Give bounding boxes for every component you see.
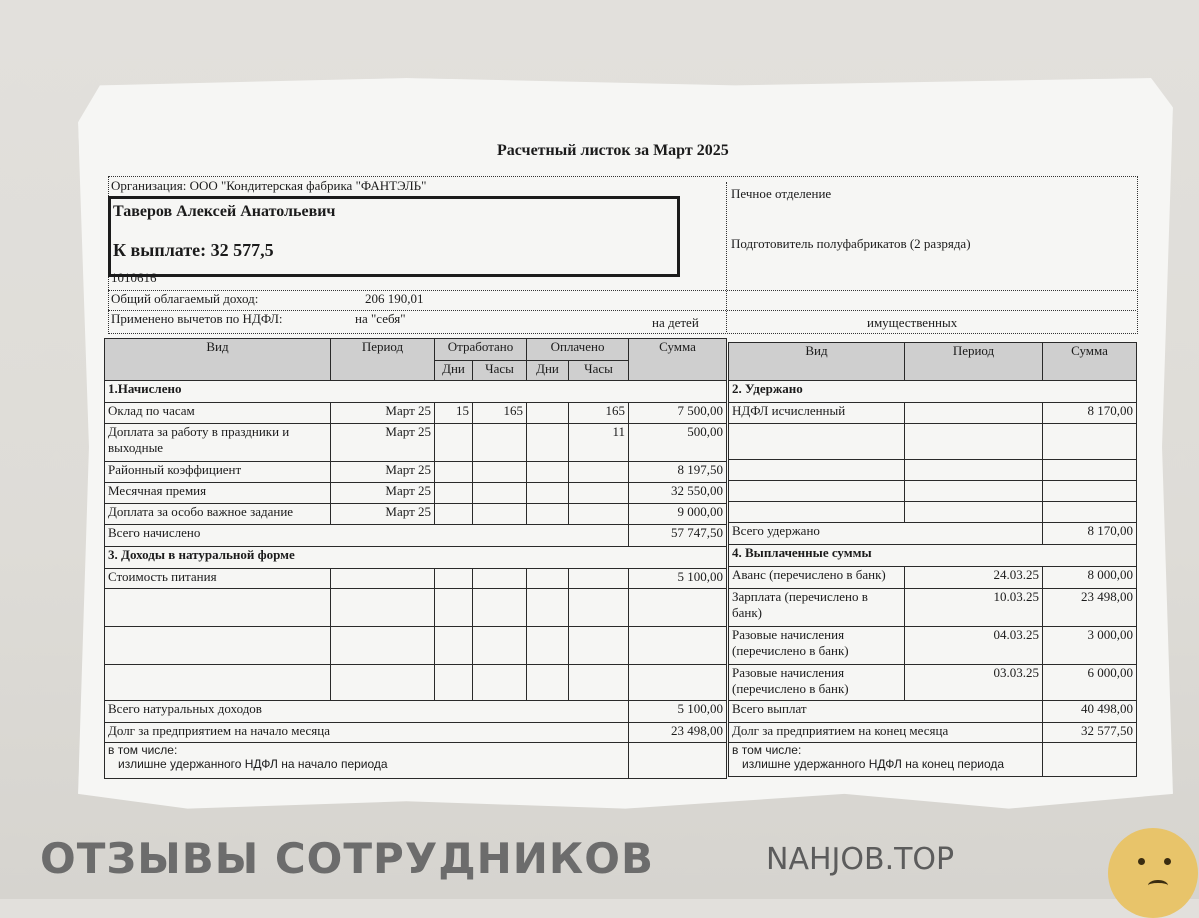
withheld-table bbox=[728, 342, 1137, 777]
accrual-period: Март 25 bbox=[331, 504, 435, 525]
accrual-paid-days bbox=[527, 462, 569, 483]
natural-sum: 5 100,00 bbox=[629, 569, 727, 589]
table-row bbox=[729, 665, 1137, 701]
accrual-period: Март 25 bbox=[331, 483, 435, 504]
payslip-title: Расчетный листок за Март 2025 bbox=[497, 142, 729, 159]
emoji-face-icon bbox=[1108, 828, 1198, 918]
section-natural: 3. Доходы в натуральной форме bbox=[105, 547, 727, 569]
natural-name: Стоимость питания bbox=[105, 569, 331, 589]
debt-end-label: Долг за предприятием на конец месяца bbox=[729, 723, 1043, 743]
watermark-text: ОТЗЫВЫ СОТРУДНИКОВ bbox=[40, 834, 654, 883]
col-paid: Оплачено bbox=[527, 339, 629, 361]
section-paid: 4. Выплаченные суммы bbox=[729, 545, 1137, 567]
col-period2: Период bbox=[905, 343, 1043, 381]
excess-end-cell bbox=[729, 743, 1043, 777]
deduction-children: на детей bbox=[652, 315, 699, 330]
accrual-worked-days bbox=[435, 462, 473, 483]
withheld-period bbox=[905, 403, 1043, 424]
accrual-paid-hours bbox=[569, 462, 629, 483]
table-row bbox=[105, 462, 727, 483]
col-worked-days: Дни bbox=[435, 361, 473, 381]
withheld-sum: 8 170,00 bbox=[1043, 403, 1137, 424]
total-natural-label: Всего натуральных доходов bbox=[105, 701, 629, 723]
table-row bbox=[105, 569, 727, 589]
accrual-sum: 32 550,00 bbox=[629, 483, 727, 504]
total-accrued-label: Всего начислено bbox=[105, 525, 629, 547]
deduction-self: на "себя" bbox=[355, 311, 406, 326]
accrual-paid-hours bbox=[569, 483, 629, 504]
debt-start-label: Долг за предприятием на начало месяца bbox=[105, 723, 629, 743]
accrual-worked-days bbox=[435, 504, 473, 525]
col-sum: Сумма bbox=[629, 339, 727, 381]
accrual-period: Март 25 bbox=[331, 424, 435, 462]
accrual-paid-hours: 165 bbox=[569, 403, 629, 424]
deduction-property: имущественных bbox=[867, 315, 958, 330]
to-pay: К выплате: 32 577,5 bbox=[113, 240, 274, 260]
tab-number: 1010616 bbox=[111, 270, 157, 285]
accrual-sum: 500,00 bbox=[629, 424, 727, 462]
accrual-worked-hours bbox=[473, 462, 527, 483]
accrual-worked-hours bbox=[473, 504, 527, 525]
total-paid: 40 498,00 bbox=[1043, 701, 1137, 723]
payment-date: 04.03.25 bbox=[905, 627, 1043, 665]
excess-end: излишне удержанного НДФЛ на конец периода bbox=[742, 757, 1005, 771]
accruals-table bbox=[104, 338, 727, 779]
debt-end: 32 577,50 bbox=[1043, 723, 1137, 743]
total-natural: 5 100,00 bbox=[629, 701, 727, 723]
payment-sum: 6 000,00 bbox=[1043, 665, 1137, 701]
incl-label-right: в том числе: bbox=[732, 743, 802, 757]
accrual-paid-hours bbox=[569, 504, 629, 525]
col-worked: Отработано bbox=[435, 339, 527, 361]
debt-start: 23 498,00 bbox=[629, 723, 727, 743]
col-vid: Вид bbox=[105, 339, 331, 381]
accrual-name: Доплата за особо важное задание bbox=[105, 504, 331, 525]
income-label: Общий облагаемый доход: bbox=[111, 291, 259, 306]
accrual-worked-days bbox=[435, 424, 473, 462]
col-paid-days: Дни bbox=[527, 361, 569, 381]
row-divider-1 bbox=[108, 290, 1136, 291]
accrual-sum: 9 000,00 bbox=[629, 504, 727, 525]
total-withheld: 8 170,00 bbox=[1043, 523, 1137, 545]
total-paid-label: Всего выплат bbox=[729, 701, 1043, 723]
withheld-name: НДФЛ исчисленный bbox=[729, 403, 905, 424]
total-accrued: 57 747,50 bbox=[629, 525, 727, 547]
payment-date: 24.03.25 bbox=[905, 567, 1043, 589]
position: Подготовитель полуфабрикатов (2 разряда) bbox=[731, 236, 971, 251]
col-worked-hours: Часы bbox=[473, 361, 527, 381]
accrual-name: Месячная премия bbox=[105, 483, 331, 504]
accrual-paid-days bbox=[527, 483, 569, 504]
payment-name: Зарплата (перечислено в банк) bbox=[729, 589, 905, 627]
payment-sum: 23 498,00 bbox=[1043, 589, 1137, 627]
table-row bbox=[729, 589, 1137, 627]
accrual-name: Районный коэффициент bbox=[105, 462, 331, 483]
accrual-worked-days bbox=[435, 483, 473, 504]
deductions-label: Применено вычетов по НДФЛ: bbox=[111, 311, 283, 326]
table-row bbox=[105, 424, 727, 462]
payment-date: 10.03.25 bbox=[905, 589, 1043, 627]
total-withheld-label: Всего удержано bbox=[729, 523, 1043, 545]
accrual-worked-hours bbox=[473, 424, 527, 462]
accrual-period: Март 25 bbox=[331, 403, 435, 424]
accrual-paid-days bbox=[527, 424, 569, 462]
col-vid2: Вид bbox=[729, 343, 905, 381]
department: Печное отделение bbox=[731, 186, 832, 201]
accrual-sum: 7 500,00 bbox=[629, 403, 727, 424]
table-row bbox=[729, 567, 1137, 589]
accrual-worked-days: 15 bbox=[435, 403, 473, 424]
table-row bbox=[105, 483, 727, 504]
payment-sum: 8 000,00 bbox=[1043, 567, 1137, 589]
payment-name: Аванс (перечислено в банк) bbox=[729, 567, 905, 589]
table-row bbox=[105, 504, 727, 525]
accrual-worked-hours bbox=[473, 483, 527, 504]
col-period: Период bbox=[331, 339, 435, 381]
table-row bbox=[105, 403, 727, 424]
watermark-site: NAHJOB.TOP bbox=[766, 842, 955, 877]
accrual-paid-days bbox=[527, 403, 569, 424]
payment-name: Разовые начисления (перечислено в банк) bbox=[729, 627, 905, 665]
accrual-name: Оклад по часам bbox=[105, 403, 331, 424]
income-value: 206 190,01 bbox=[365, 291, 424, 306]
payment-date: 03.03.25 bbox=[905, 665, 1043, 701]
table-row bbox=[729, 403, 1137, 424]
accrual-paid-hours: 11 bbox=[569, 424, 629, 462]
payment-sum: 3 000,00 bbox=[1043, 627, 1137, 665]
table-row bbox=[729, 627, 1137, 665]
section-withheld: 2. Удержано bbox=[729, 381, 1137, 403]
payment-name: Разовые начисления (перечислено в банк) bbox=[729, 665, 905, 701]
excess-start-cell bbox=[105, 743, 629, 779]
incl-label-left: в том числе: bbox=[108, 743, 178, 757]
accrual-worked-hours: 165 bbox=[473, 403, 527, 424]
col-paid-hours: Часы bbox=[569, 361, 629, 381]
accrual-paid-days bbox=[527, 504, 569, 525]
accrual-period: Март 25 bbox=[331, 462, 435, 483]
employee-name: Таверов Алексей Анатольевич bbox=[113, 203, 336, 220]
organization: Организация: ООО "Кондитерская фабрика "ФАНТЭЛЬ" bbox=[111, 178, 427, 193]
col-sum2: Сумма bbox=[1043, 343, 1137, 381]
section-accrued: 1.Начислено bbox=[105, 381, 727, 403]
excess-start: излишне удержанного НДФЛ на начало периода bbox=[118, 757, 388, 771]
accrual-name: Доплата за работу в праздники и выходные bbox=[105, 424, 331, 462]
accrual-sum: 8 197,50 bbox=[629, 462, 727, 483]
